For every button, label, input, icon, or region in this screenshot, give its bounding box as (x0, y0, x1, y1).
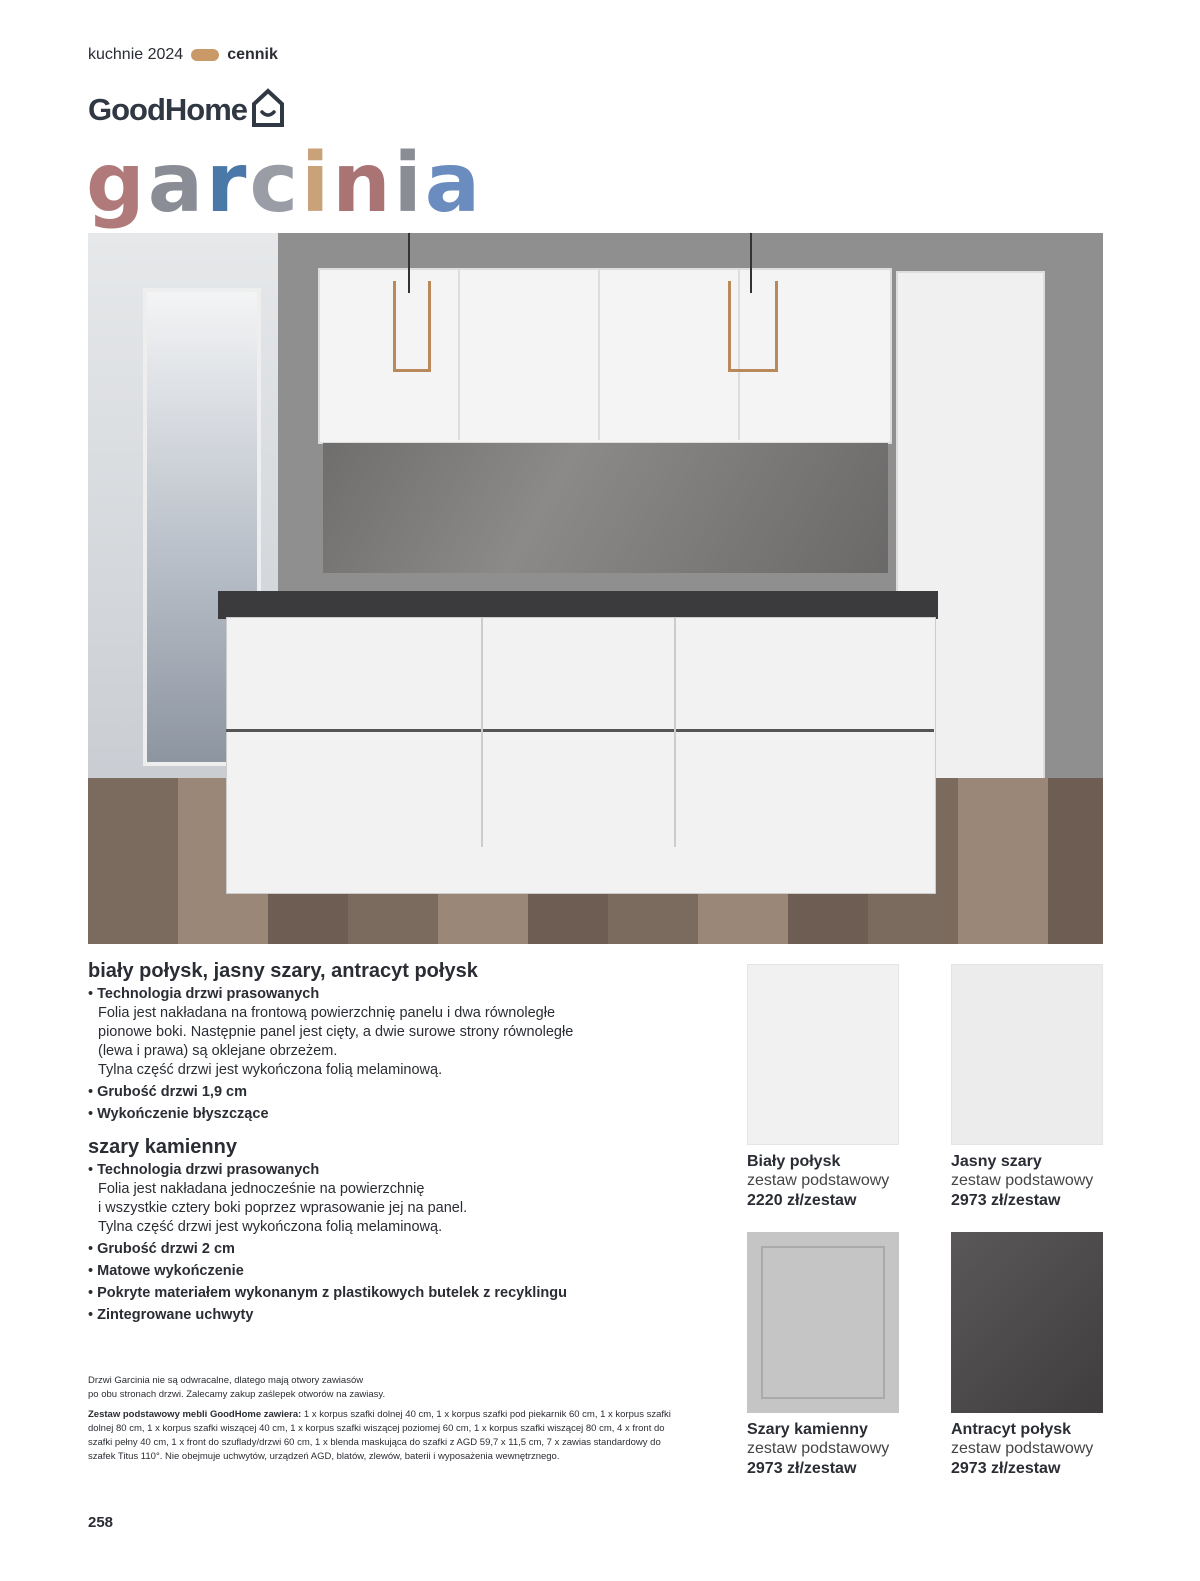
title-letter: r (206, 136, 250, 231)
finish-section (88, 962, 708, 1124)
title-letter: a (147, 136, 207, 231)
swatch-sample (747, 964, 899, 1145)
finish-swatch (951, 964, 1103, 1211)
feature-title: Technologia drzwi prasowanych (97, 1162, 320, 1178)
feature-description: Folia jest nakładana na frontową powierzchnię panelu i dwa równoległe (98, 1005, 556, 1021)
feature-item: • Zintegrowane uchwyty (88, 1307, 254, 1323)
page-number: 258 (88, 1514, 114, 1531)
product-description (88, 962, 708, 1339)
feature-title: Technologia drzwi prasowanych (97, 986, 320, 1002)
finish-swatch (951, 1232, 1103, 1479)
feature-description: (lewa i prawa) są oklejane obrzeżem. (98, 1043, 338, 1059)
feature-item: • Grubość drzwi 2 cm (88, 1241, 235, 1257)
feature-list (88, 1161, 708, 1325)
swatch-sample (951, 1232, 1103, 1413)
feature-description: Folia jest nakładana jednocześnie na powierzchnię (98, 1181, 425, 1197)
swatch-name: Antracyt połysk (951, 1421, 1072, 1438)
section-heading: biały połysk, jasny szary, antracyt połysk (88, 960, 478, 982)
feature-item: • Matowe wykończenie (88, 1263, 244, 1279)
title-letter: g (86, 136, 148, 231)
title-letter: a (424, 136, 484, 231)
feature-item: • Technologia drzwi prasowanych Folia jest nakładana na frontową powierzchnię panelu i dwa równoległe pionowe boki. Następnie panel jest cięty, a dwie surowe strony równoległe (lewa i prawa) są oklejane obrzeżem. Tylna część drzwi jest wykończona folią melaminową. (88, 985, 708, 1080)
house-smile-icon (251, 88, 285, 128)
swatch-price: 2973 zł/zestaw (951, 1460, 1061, 1477)
feature-item: • Grubość drzwi 1,9 cm (88, 1084, 247, 1100)
swatch-set-label: zestaw podstawowy (747, 1172, 890, 1189)
finish-swatch (747, 964, 899, 1211)
feature-description: i wszystkie cztery boki poprzez wprasowanie jej na panel. (98, 1200, 468, 1216)
feature-title: Grubość drzwi 1,9 cm (97, 1084, 247, 1100)
catalog-name: kuchnie 2024 (88, 46, 184, 63)
goodhome-logo (88, 88, 285, 128)
product-title (86, 136, 483, 231)
swatch-name: Jasny szary (951, 1153, 1042, 1170)
finish-swatch (747, 1232, 899, 1479)
page-header (88, 46, 278, 64)
feature-title: Pokryte materiałem wykonanym z plastikowych butelek z recyklingu (97, 1285, 567, 1301)
swatch-sample (747, 1232, 899, 1413)
feature-description: Tylna część drzwi jest wykończona folią melaminową. (98, 1062, 443, 1078)
title-letter: i (393, 136, 425, 231)
fine-print (88, 1374, 688, 1464)
swatch-price: 2973 zł/zestaw (747, 1460, 857, 1477)
swatch-set-label: zestaw podstawowy (951, 1440, 1094, 1457)
section-name: cennik (227, 46, 278, 63)
title-letter: n (332, 136, 394, 231)
swatch-name: Szary kamienny (747, 1421, 868, 1438)
feature-title: Zintegrowane uchwyty (97, 1307, 254, 1323)
feature-list (88, 985, 708, 1124)
feature-title: Matowe wykończenie (97, 1263, 244, 1279)
swatch-sample (951, 964, 1103, 1145)
set-label: Zestaw podstawowy mebli GoodHome zawiera: (88, 1409, 302, 1420)
doors-note-line: po obu stronach drzwi. Zalecamy zakup zaślepek otworów na zawiasy. (88, 1389, 386, 1400)
feature-item: • Wykończenie błyszczące (88, 1106, 269, 1122)
feature-description: pionowe boki. Następnie panel jest cięty, a dwie surowe strony równoległe (98, 1024, 574, 1040)
feature-title: Grubość drzwi 2 cm (97, 1241, 235, 1257)
finish-section (88, 1138, 708, 1325)
title-letter: i (301, 136, 333, 231)
feature-description: Tylna część drzwi jest wykończona folią melaminową. (98, 1219, 443, 1235)
title-letter: c (249, 136, 302, 231)
swatch-name: Biały połysk (747, 1153, 841, 1170)
kitchen-photo (88, 233, 1103, 944)
set-contents: 1 x korpus szafki dolnej 40 cm, 1 x korpus szafki pod piekarnik 60 cm, 1 x korpus szafki dolnej 80 cm, 1 x korpus szafki wiszącej 40 cm, 1 x korpus szafki wiszącej poziomej 60 cm, 1 x korpus szafki wiszącej 80 cm, 4 x front do szafki pełny 40 cm, 1 x front do szuflady/drzwi 60 cm, 1 x blenda maskująca do szafki z AGD 59,7 x 11,5 cm, 7 x zawias standardowy do szafek Titus 110°. Nie obejmuje uchwytów, urządzeń AGD, blatów, zlewów, baterii i wyposażenia wewnętrznego. (88, 1409, 671, 1462)
feature-item: • Technologia drzwi prasowanych Folia jest nakładana jednocześnie na powierzchnię i wszystkie cztery boki poprzez wprasowanie jej na panel. Tylna część drzwi jest wykończona folią melaminową. (88, 1161, 708, 1237)
separator-pill (191, 49, 219, 61)
feature-title: Wykończenie błyszczące (97, 1106, 269, 1122)
doors-note-line: Drzwi Garcinia nie są odwracalne, dlatego mają otwory zawiasów (88, 1375, 364, 1386)
section-heading: szary kamienny (88, 1136, 237, 1158)
swatch-set-label: zestaw podstawowy (951, 1172, 1094, 1189)
feature-item: • Pokryte materiałem wykonanym z plastikowych butelek z recyklingu (88, 1285, 567, 1301)
swatch-price: 2220 zł/zestaw (747, 1192, 857, 1209)
swatch-set-label: zestaw podstawowy (747, 1440, 890, 1457)
swatch-price: 2973 zł/zestaw (951, 1192, 1061, 1209)
logo-text: GoodHome (88, 92, 248, 127)
